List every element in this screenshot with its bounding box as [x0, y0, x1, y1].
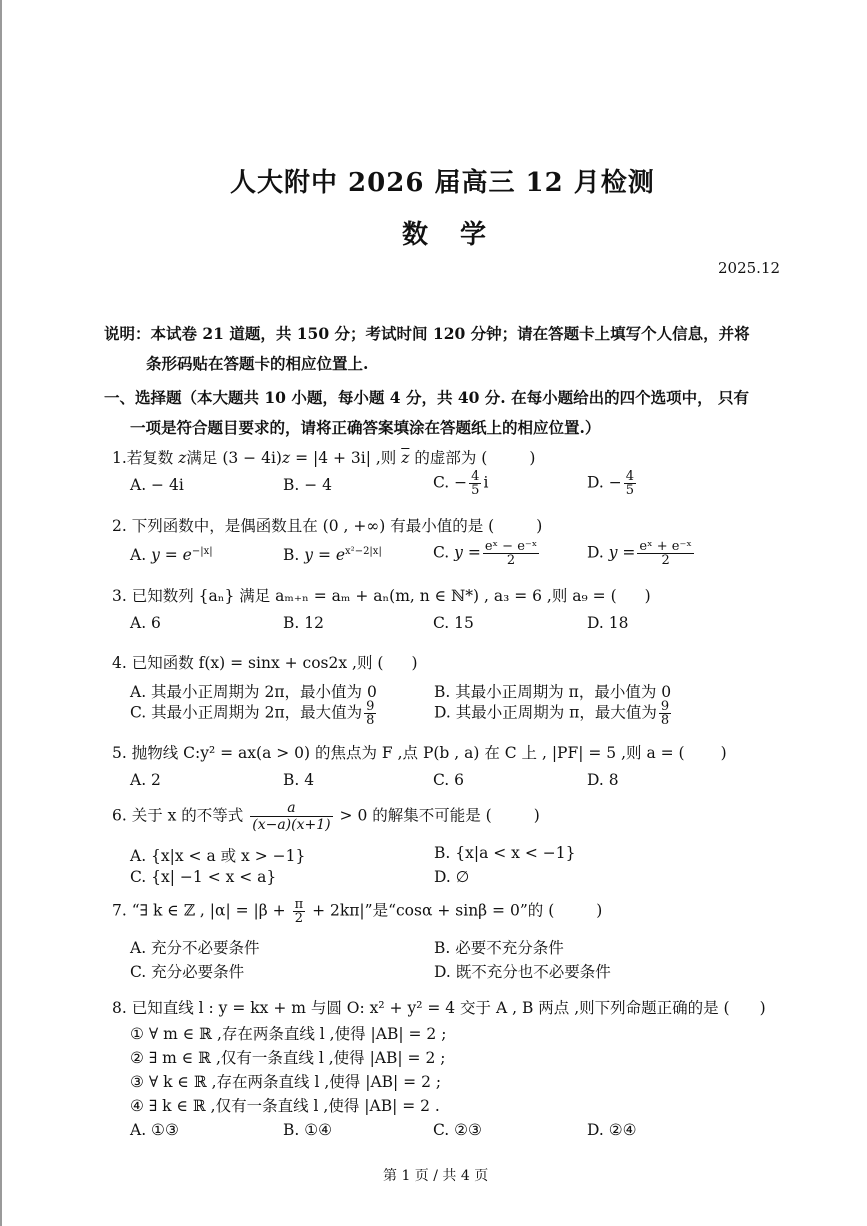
q6-option-a: A. {x|x < a 或 x > −1}	[130, 847, 306, 865]
q4-option-b: B. 其最小正周期为 π，最小值为 0	[434, 683, 672, 701]
q5-option-c: C. 6	[433, 771, 465, 789]
section-heading-line-1: 一、选择题（本大题共 10 小题，每小题 4 分，共 40 分. 在每小题给出的四个选项中， 只有	[104, 388, 749, 407]
q3-option-b: B. 12	[283, 614, 324, 632]
page-footer: 第 1 页 / 共 4 页	[383, 1168, 489, 1184]
q3-option-a: A. 6	[130, 614, 161, 632]
q2-option-c: C. y = $\frac{\text{eˣ − e⁻ˣ}}{2}$	[433, 539, 538, 568]
q3-option-d: D. 18	[587, 614, 629, 632]
question-8: 8. 已知直线 l : y = kx + m 与圆 O: x² + y² = 4 交于 A , B 两点 ,则下列命题正确的是 ( )	[112, 999, 766, 1017]
question-1: 1.若复数 z满足 (3 − 4i)z = |4 + 3i| ,则 $\overline{z}$ 的虚部为 ( )	[112, 449, 536, 467]
q1-option-d: D. − $\frac{4}{5}$	[587, 469, 634, 498]
q8-statement-2: ② ∃ m ∈ ℝ ,仅有一条直线 l ,使得 |AB| = 2 ;	[130, 1049, 446, 1067]
instructions-line-1: 说明：本试卷 21 道题，共 150 分；考试时间 120 分钟；请在答题卡上填写个人信息，并将	[104, 324, 750, 343]
q2-option-d: D. y = $\frac{\text{eˣ + e⁻ˣ}}{2}$	[587, 539, 692, 568]
q1-num: 1.	[112, 449, 127, 467]
q8-option-b: B. ①④	[283, 1121, 333, 1139]
exam-date: 2025.12	[718, 259, 781, 277]
q4-option-c: C. 其最小正周期为 2π，最大值为 $\frac{9}{8}$	[130, 699, 375, 728]
question-4: 4. 已知函数 f(x) = sinx + cos2x ,则 ( )	[112, 654, 418, 672]
exam-title: 人大附中 2026 届高三 12 月检测	[230, 168, 655, 198]
q8-option-d: D. ②④	[587, 1121, 637, 1139]
q8-option-c: C. ②③	[433, 1121, 482, 1139]
q5-option-b: B. 4	[283, 771, 315, 789]
q1-post: 的虚部为 (	[409, 449, 488, 467]
q1-close: )	[529, 449, 536, 467]
q7-option-c: C. 充分必要条件	[130, 963, 245, 981]
instructions-line-2: 条形码贴在答题卡的相应位置上.	[146, 354, 369, 373]
q6-option-d: D. ∅	[434, 868, 470, 886]
q6-option-b: B. {x|a < x < −1}	[434, 844, 576, 862]
q1-pre: 若复数	[126, 449, 174, 467]
question-6: 6. 关于 x 的不等式 $\frac{a}{(x-a)(x+1)}$ > 0 的解集不可能是 ( )	[112, 800, 540, 833]
scan-edge	[0, 0, 2, 1226]
q1-option-b: B. − 4	[283, 476, 333, 494]
exam-subject: 数学	[402, 220, 519, 250]
q7-option-b: B. 必要不充分条件	[434, 939, 564, 957]
q2-option-b: B. $y = e^{x^2-2|x|}$	[283, 546, 382, 565]
q8-option-a: A. ①③	[130, 1121, 179, 1139]
question-3: 3. 已知数列 {aₙ} 满足 aₘ₊ₙ = aₘ + aₙ(m, n ∈ ℕ*) , a₃ = 6 ,则 a₉ = ( )	[112, 587, 651, 605]
section-heading-line-2: 一项是符合题目要求的，请将正确答案填涂在答题纸上的相应位置.）	[130, 418, 601, 437]
q5-option-d: D. 8	[587, 771, 619, 789]
question-5: 5. 抛物线 C:y² = ax(a > 0) 的焦点为 F ,点 P(b , a) 在 C 上 , |PF| = 5 ,则 a = ( )	[112, 744, 727, 762]
question-2: 2. 下列函数中，是偶函数且在 (0 , +∞) 有最小值的是 ( )	[112, 517, 543, 535]
q1-mid: 满足 (3 − 4i)	[186, 449, 282, 467]
q2-option-a: A. $y = e^{-|x|}$	[130, 546, 213, 565]
q4-option-a: A. 其最小正周期为 2π，最小值为 0	[130, 683, 377, 701]
q6-option-c: C. {x| −1 < x < a}	[130, 868, 277, 886]
q7-option-a: A. 充分不必要条件	[130, 939, 260, 957]
q3-option-c: C. 15	[433, 614, 474, 632]
q8-statement-1: ① ∀ m ∈ ℝ ,存在两条直线 l ,使得 |AB| = 2 ;	[130, 1025, 447, 1043]
q8-statement-4: ④ ∃ k ∈ ℝ ,仅有一条直线 l ,使得 |AB| = 2 .	[130, 1097, 440, 1115]
q5-option-a: A. 2	[130, 771, 161, 789]
question-7: 7. “∃ k ∈ ℤ , |α| = |β + $\frac{\pi}{2}$ + 2kπ|”是“cosα + sinβ = 0”的 ( )	[112, 897, 603, 926]
q8-statement-3: ③ ∀ k ∈ ℝ ,存在两条直线 l ,使得 |AB| = 2 ;	[130, 1073, 442, 1091]
q7-option-d: D. 既不充分也不必要条件	[434, 963, 611, 981]
q4-option-d: D. 其最小正周期为 π，最大值为 $\frac{9}{8}$	[434, 699, 670, 728]
q1-eq: = |4 + 3i| ,则	[290, 449, 402, 467]
q1-option-c: C. − $\frac{4}{5}$ i	[433, 469, 489, 498]
q1-option-a: A. − 4i	[130, 476, 184, 494]
